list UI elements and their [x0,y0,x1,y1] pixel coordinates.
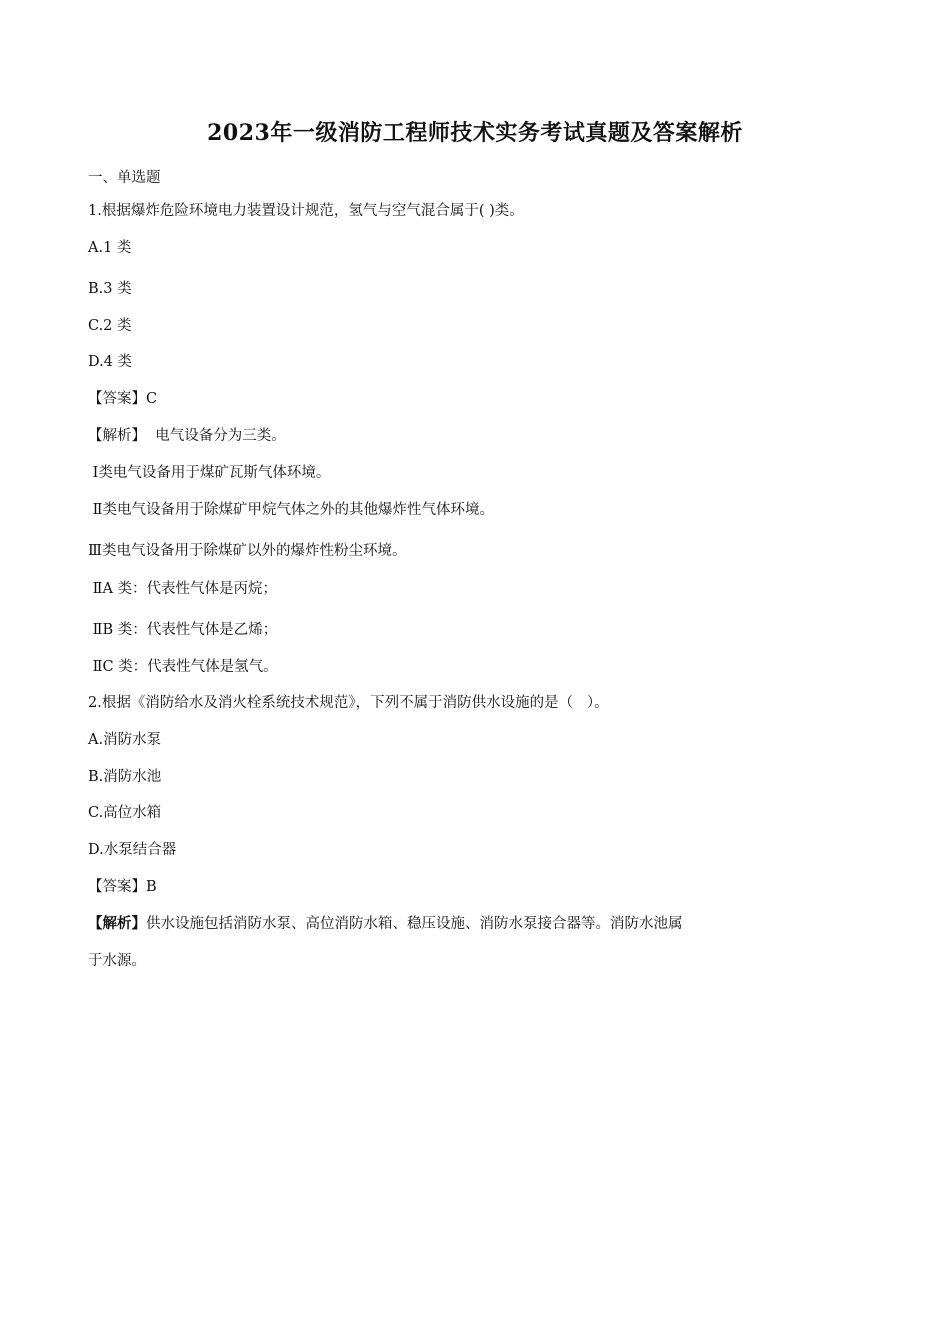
question-1-analysis [88,426,286,446]
question-1-option-a: A.1 类 [88,240,132,256]
question-2-analysis-continued: 于水源。 [88,953,146,969]
question-1-option-b: B.3 类 [88,281,132,297]
question-1-answer: 【答案】C [88,391,158,407]
question-1-analysis-line: ⅡB 类：代表性气体是乙烯； [88,622,278,638]
question-1-analysis-line: Ⅰ类电气设备用于煤矿瓦斯气体环境。 [88,465,331,481]
question-1-stem: 1.根据爆炸危险环境电力装置设计规范，氢气与空气混合属于( )类。 [88,203,524,219]
question-2-analysis [88,914,683,934]
section-heading: 一、单选题 [88,170,161,186]
question-1-option-d: D.4 类 [88,354,133,370]
question-1-analysis-line: ⅡA 类：代表性气体是丙烷； [88,581,278,597]
question-2-option-d: D.水泵结合器 [88,842,177,858]
question-1-analysis-line: Ⅲ类电气设备用于除煤矿以外的爆炸性粉尘环境。 [88,543,407,559]
question-2-option-c: C.高位水箱 [88,805,162,821]
question-2-answer: 【答案】B [88,879,157,895]
question-1-analysis-label: 【解析】 [88,428,146,444]
question-2-option-a: A.消防水泵 [88,732,162,748]
question-1-analysis-intro: 电气设备分为三类。 [146,428,286,444]
document-title: 2023年一级消防工程师技术实务考试真题及答案解析 [207,120,743,146]
question-2-option-b: B.消防水池 [88,769,162,785]
question-2-analysis-label: 【解析】 [88,915,146,932]
question-1-analysis-line: Ⅱ类电气设备用于除煤矿甲烷气体之外的其他爆炸性气体环境。 [88,502,494,518]
question-1-option-c: C.2 类 [88,318,132,334]
question-2-stem: 2.根据《消防给水及消火栓系统技术规范》，下列不属于消防供水设施的是（ ）。 [88,695,609,711]
question-2-analysis-text: 供水设施包括消防水泵、高位消防水箱、稳压设施、消防水泵接合器等。消防水池属 [146,916,683,932]
question-1-analysis-line: ⅡC 类：代表性气体是氢气。 [88,659,278,675]
